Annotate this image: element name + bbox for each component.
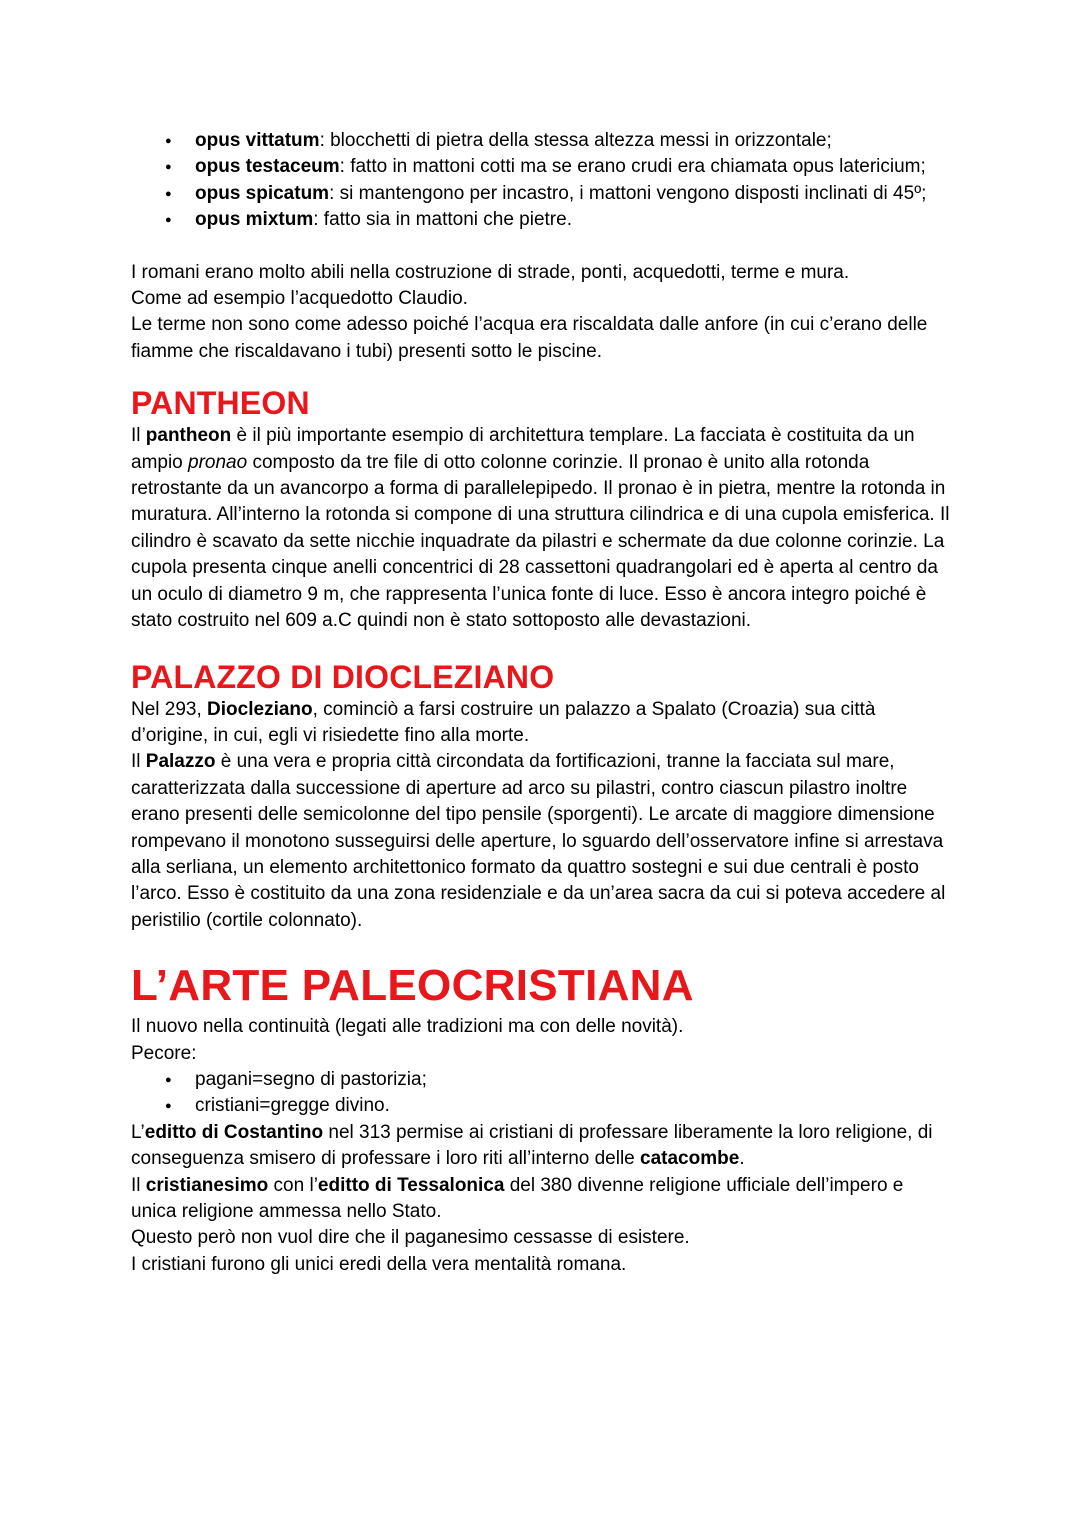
- list-item: [195, 154, 950, 180]
- intro-line-1: I romani erano molto abili nella costruzione di strade, ponti, acquedotti, terme e mura.: [131, 261, 850, 283]
- definition: : fatto sia in mattoni che pietre.: [313, 209, 572, 231]
- list-item: [195, 181, 950, 207]
- paleo-paragraph-4: Il cristianesimo con l’editto di Tessalonica del 380 divenne religione ufficiale dell’impero e unica religione ammessa nello Stato.: [131, 1174, 904, 1222]
- paleo-paragraph-3: L’editto di Costantino nel 313 permise ai cristiani di professare liberamente la loro religione, di conseguenza smisero di professare i loro riti all’interno delle catacombe.: [131, 1121, 933, 1170]
- pantheon-paragraph: Il pantheon è il più importante esempio di architettura templare. La facciata è costituita da un ampio pronao composto da tre file di otto colonne corinzie. Il pronao è unito alla rotonda retrostante da un avancorpo a forma di parallelepipedo. Il pronao è in pietra, mentre la rotonda in muratura. All’interno la rotonda si compone di una struttura cilindrica e di una cupola emisferica. Il cilindro è scavato da sette nicchie inquadrate da pilastri e schermate da due colonne corinzie. La cupola presenta cinque anelli concentrici di 28 cassettoni quadrangolari ed è aperta al centro da un oculo di diametro 9 m, che rappresenta l’unica fonte di luce. Esso è ancora integro poiché è stato costruito nel 609 a.C quindi non è stato sottoposto alle devastazioni.: [131, 425, 950, 632]
- paleocristiana-heading: L’ARTE PALEOCRISTIANA: [131, 961, 694, 1011]
- list-item: [195, 207, 950, 233]
- palazzo-heading: PALAZZO DI DIOCLEZIANO: [131, 658, 555, 695]
- definition: : fatto in mattoni cotti ma se erano crudi era chiamata opus latericium;: [339, 156, 926, 178]
- definition: : si mantengono per incastro, i mattoni vengono disposti inclinati di 45º;: [329, 182, 927, 204]
- paleo-line-6: I cristiani furono gli unici eredi della vera mentalità romana.: [131, 1253, 627, 1275]
- term: opus vittatum: [195, 130, 320, 151]
- paleo-line-5: Questo però non vuol dire che il paganesimo cessasse di esistere.: [131, 1227, 690, 1249]
- paleo-line-2: Pecore:: [131, 1042, 197, 1064]
- pecore-list: [131, 1067, 950, 1120]
- list-item: [195, 128, 950, 154]
- intro-line-2: Come ad esempio l’acquedotto Claudio.: [131, 288, 468, 310]
- term: opus testaceum: [195, 156, 340, 178]
- paleo-line-1: Il nuovo nella continuità (legati alle tradizioni ma con delle novità).: [131, 1016, 684, 1038]
- opus-list: [131, 128, 950, 234]
- term: opus spicatum: [195, 182, 330, 204]
- list-item: ● pagani=segno di pastorizia;: [195, 1067, 950, 1093]
- list-item: ● cristiani=gregge divino.: [195, 1093, 950, 1119]
- intro-line-3: Le terme non sono come adesso poiché l’acqua era riscaldata dalle anfore (in cui c’erano delle fiamme che riscaldavano i tubi) presenti sotto le piscine.: [131, 314, 928, 362]
- palazzo-paragraph-2: Il Palazzo è una vera e propria città circondata da fortificazioni, tranne la facciata sul mare, caratterizzata dalla successione di aperture ad arco su pilastri, contro ciascun pilastro inoltre erano presenti delle semicolonne del tipo pensile (sporgenti). Le arcate di maggiore dimensione rompevano il monotono susseguirsi delle aperture, lo sguardo dell’osservatore infine si arrestava alla serliana, un elemento architettonico formato da quattro sostegni e sui due centrali è posto l’arco. Esso è costituito da una zona residenziale e da un’area sacra da cui si poteva accedere al peristilio (cortile colonnato).: [131, 751, 946, 931]
- pantheon-heading: PANTHEON: [131, 385, 310, 422]
- term: opus mixtum: [195, 209, 314, 231]
- palazzo-paragraph-1: Nel 293, Diocleziano, cominciò a farsi costruire un palazzo a Spalato (Croazia) sua città d’origine, in cui, egli vi risiedette fino alla morte.: [131, 698, 876, 746]
- definition: : blocchetti di pietra della stessa altezza messi in orizzontale;: [319, 130, 832, 151]
